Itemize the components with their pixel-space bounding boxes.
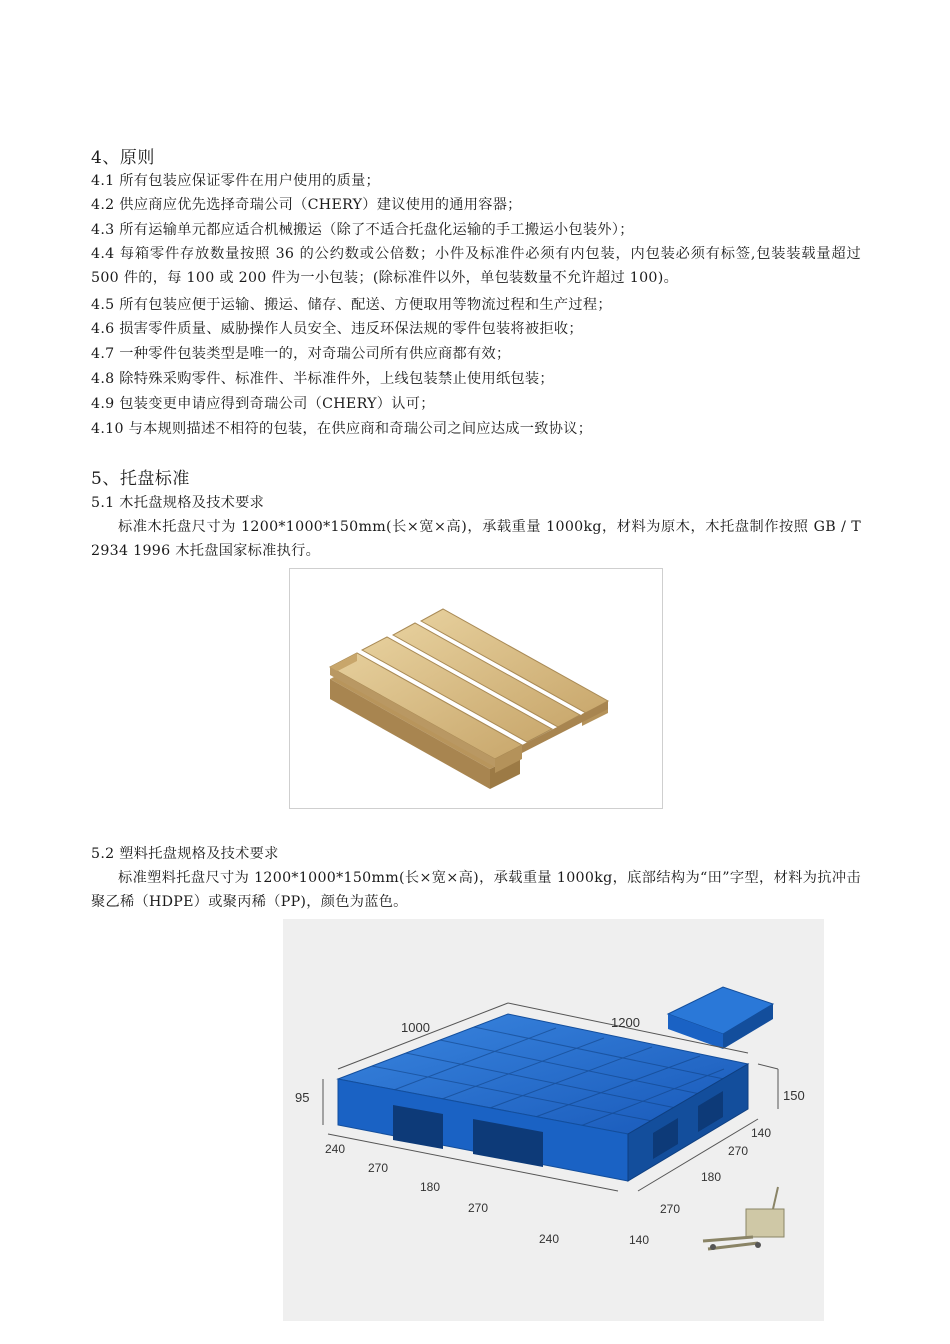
right-seg-1: 140 — [751, 1126, 772, 1140]
rule-4-7: 4.7 一种零件包装类型是唯一的，对奇瑞公司所有供应商都有效； — [91, 346, 511, 362]
subsection-5-2-title: 5.2 塑料托盘规格及技术要求 — [91, 846, 279, 862]
left-seg-1: 240 — [325, 1142, 346, 1156]
left-seg-3: 180 — [420, 1180, 441, 1194]
rule-4-5: 4.5 所有包装应便于运输、搬运、储存、配送、方便取用等物流过程和生产过程； — [91, 297, 612, 313]
plastic-pallet-image — [283, 919, 824, 1321]
right-seg-3: 180 — [701, 1170, 722, 1184]
left-seg-2: 270 — [368, 1161, 389, 1175]
section-4-heading: 4、原则 — [91, 148, 155, 168]
dim-width-label: 1200 — [611, 1015, 640, 1030]
subsection-5-1-body: 标准木托盘尺寸为 1200*1000*150mm(长×宽×高)，承载重量 1000kg，材料为原木，木托盘制作按照 GB / T 2934 1996 木托盘国家标准执行。 — [91, 519, 861, 559]
rule-4-2: 4.2 供应商应优先选择奇瑞公司（CHERY）建议使用的通用容器； — [91, 197, 522, 213]
wooden-pallet-image — [289, 568, 663, 809]
left-seg-4: 270 — [468, 1201, 489, 1215]
subsection-5-2-body: 标准塑料托盘尺寸为 1200*1000*150mm(长×宽×高)，承载重量 1000kg，底部结构为“田”字型，材料为抗冲击聚乙稀（HDPE）或聚丙稀（PP)，颜色为蓝色。 — [91, 870, 861, 910]
rule-4-8: 4.8 除特殊采购零件、标准件、半标准件外，上线包装禁止使用纸包装； — [91, 371, 554, 387]
right-seg-5: 140 — [629, 1233, 650, 1247]
rule-4-10: 4.10 与本规则描述不相符的包装，在供应商和奇瑞公司之间应达成一致协议； — [91, 421, 593, 437]
dim-height-total-label: 150 — [783, 1088, 805, 1103]
rule-4-9: 4.9 包装变更申请应得到奇瑞公司（CHERY）认可； — [91, 396, 435, 412]
dim-height-inner-label: 95 — [295, 1090, 310, 1105]
dim-length-label: 1000 — [401, 1020, 430, 1035]
rule-4-6: 4.6 损害零件质量、威胁操作人员安全、违反环保法规的零件包装将被拒收； — [91, 321, 583, 337]
section-5-heading: 5、托盘标准 — [91, 469, 190, 489]
rule-4-4: 4.4 每箱零件存放数量按照 36 的公约数或公倍数；小件及标准件必须有内包装，内包装必须有标签,包装装载量超过 500 件的，每 100 或 200 件为一小包装；(除标准件以外，单包装数量不允许超过 100)。 — [91, 246, 861, 286]
rule-4-1: 4.1 所有包装应保证零件在用户使用的质量； — [91, 173, 381, 189]
wooden-pallet-illustration — [290, 569, 662, 808]
rule-4-3: 4.3 所有运输单元都应适合机械搬运（除了不适合托盘化运输的手工搬运小包装外）； — [91, 222, 634, 238]
right-seg-4: 270 — [660, 1202, 681, 1216]
right-seg-2: 270 — [728, 1144, 749, 1158]
left-seg-5: 240 — [539, 1232, 560, 1246]
subsection-5-1-title: 5.1 木托盘规格及技术要求 — [91, 495, 265, 511]
pallet-jack-icon — [703, 1187, 784, 1250]
plastic-pallet-diagram — [283, 919, 824, 1321]
